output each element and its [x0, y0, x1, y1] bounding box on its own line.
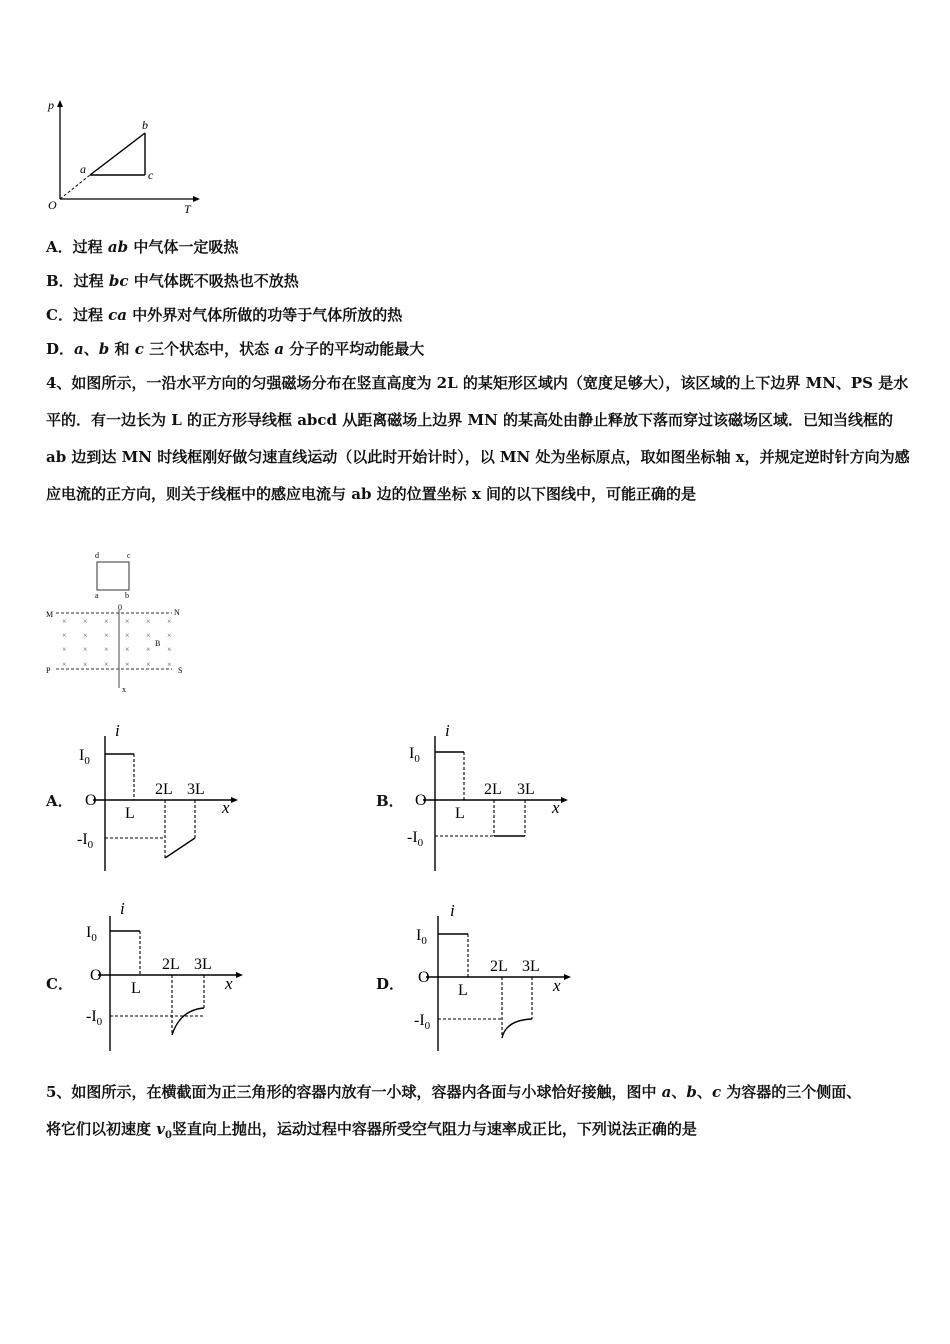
graph-a-l-label: L	[125, 805, 135, 822]
field-cross: ×	[125, 660, 130, 669]
field-cross: ×	[62, 645, 67, 654]
graph-option-c-label: C．	[46, 975, 73, 993]
graph-a-neg-current	[165, 838, 195, 858]
graph-a-x-arrow	[231, 797, 238, 803]
field-cross: ×	[83, 631, 88, 640]
graph-c-neg-i0-label: $-I_0$	[86, 1008, 103, 1028]
graph-a-i0-label: $I_0$	[79, 747, 90, 767]
label-x: x	[122, 685, 126, 694]
option-a: A．过程 ab 中气体一定吸热	[46, 238, 239, 256]
field-cross: ×	[167, 645, 172, 654]
graph-b-i-label: i	[445, 721, 450, 740]
p-axis-arrow	[57, 100, 63, 107]
label-p: P	[46, 666, 51, 675]
graph-a-x-label: x	[222, 798, 230, 817]
label-origin: 0	[118, 603, 122, 612]
graph-d-x-arrow	[564, 974, 571, 980]
graph-d-x-label: x	[553, 976, 561, 995]
origin-label: O	[48, 198, 57, 212]
option-c: C．过程 ca 中外界对气体所做的功等于气体所放的热	[46, 306, 403, 324]
graph-c-x-label: x	[225, 974, 233, 993]
graph-d	[408, 898, 583, 1056]
graph-b-3l-label: 3L	[517, 781, 535, 798]
field-cross: ×	[146, 631, 151, 640]
t-axis-arrow	[193, 196, 200, 202]
label-a: a	[95, 591, 99, 600]
point-a-label: a	[80, 162, 86, 176]
question-4-text: 4、如图所示，一沿水平方向的匀强磁场分布在竖直高度为 2L 的某矩形区域内（宽度足够大），该区域的上下边界 MN、PS 是水平的．有一边长为 L 的正方形导线框 abcd 从距离磁场上边界 MN 的某高处由静止释放下落而穿过该磁场区域．已知当线框的 ab 边到达 MN 时线框刚好做匀速直线运动（以此时开始计时），以 MN 处为坐标原点，取如图坐标轴 x，并规定逆时针方向为感应电流的正方向，则关于线框中的感应电流与 ab 边的位置坐标 x 间的以下图线中，可能正确的是	[46, 374, 910, 503]
field-cross: ×	[146, 660, 151, 669]
label-s: S	[178, 666, 183, 675]
field-cross: ×	[125, 617, 130, 626]
graph-d-o-label: O	[418, 969, 430, 986]
field-cross: ×	[83, 660, 88, 669]
label-b-field: B	[155, 639, 161, 648]
question-5-text	[46, 1074, 916, 1154]
label-c: c	[127, 551, 131, 560]
field-cross: ×	[167, 617, 172, 626]
field-cross: ×	[104, 617, 109, 626]
graph-b-x-arrow	[561, 797, 568, 803]
field-cross: ×	[62, 617, 67, 626]
option-d: D．a、b 和 c 三个状态中，状态 a 分子的平均动能最大	[46, 340, 425, 358]
graph-option-a-label: A．	[46, 792, 73, 810]
graph-d-i-label: i	[450, 901, 455, 920]
field-cross: ×	[125, 631, 130, 640]
field-cross: ×	[62, 660, 67, 669]
label-m: M	[46, 610, 54, 619]
pt-diagram	[40, 95, 210, 220]
field-cross: ×	[167, 631, 172, 640]
graph-d-2l-label: 2L	[490, 958, 508, 975]
graph-b-o-label: O	[415, 792, 427, 809]
field-cross: ×	[146, 617, 151, 626]
graph-a-3l-label: 3L	[187, 781, 205, 798]
field-cross: ×	[83, 645, 88, 654]
graph-c-i-label: i	[120, 899, 125, 918]
graph-c	[80, 898, 255, 1056]
graph-c-3l-label: 3L	[194, 956, 212, 973]
graph-d-neg-current	[502, 1019, 532, 1038]
graph-c-i0-label: $I_0$	[86, 924, 97, 944]
label-b: b	[125, 591, 129, 600]
graph-d-l-label: L	[458, 982, 468, 999]
graph-a-i-label: i	[115, 721, 120, 740]
label-n: N	[174, 608, 180, 617]
graph-d-i0-label: $I_0$	[416, 927, 427, 947]
graph-a	[75, 718, 250, 876]
graph-b-neg-i0-label: $-I_0$	[407, 829, 424, 849]
graph-b-2l-label: 2L	[484, 781, 502, 798]
graph-b	[405, 718, 580, 876]
graph-c-neg-current	[172, 1008, 204, 1035]
process-ab	[90, 133, 145, 175]
label-d: d	[95, 551, 99, 560]
field-cross: ×	[62, 631, 67, 640]
field-cross: ×	[146, 645, 151, 654]
graph-a-o-label: O	[85, 792, 97, 809]
field-cross: ×	[104, 631, 109, 640]
graph-b-l-label: L	[455, 805, 465, 822]
graph-a-2l-label: 2L	[155, 781, 173, 798]
field-cross: ×	[83, 617, 88, 626]
graph-d-3l-label: 3L	[522, 958, 540, 975]
question-5-line-1: 5、如图所示，在横截面为正三角形的容器内放有一小球，容器内各面与小球恰好接触，图中 a、b、c 为容器的三个侧面、	[46, 1083, 862, 1101]
graph-c-2l-label: 2L	[162, 956, 180, 973]
graph-c-o-label: O	[90, 967, 102, 984]
point-c-label: c	[148, 168, 154, 182]
dashed-extension	[60, 175, 90, 199]
graph-c-x-arrow	[236, 972, 243, 978]
graph-c-l-label: L	[131, 980, 141, 997]
graph-b-x-label: x	[552, 798, 560, 817]
graph-a-neg-i0-label: $-I_0$	[77, 831, 94, 851]
field-cross: ×	[167, 660, 172, 669]
p-label: p	[48, 98, 54, 112]
option-b: B．过程 bc 中气体既不吸热也不放热	[46, 272, 299, 290]
graph-b-i0-label: $I_0$	[409, 745, 420, 765]
magnetic-field-figure	[42, 548, 202, 698]
field-cross: ×	[104, 660, 109, 669]
graph-option-b-label: B．	[376, 792, 404, 810]
graph-option-d-label: D．	[376, 975, 405, 993]
square-frame	[97, 562, 129, 590]
point-b-label: b	[142, 118, 148, 132]
field-cross: ×	[104, 645, 109, 654]
field-cross: ×	[125, 645, 130, 654]
question-5-line-2: 将它们以初速度 $v_0$竖直向上抛出，运动过程中容器所受空气阻力与速率成正比，下列说法正确的是	[46, 1120, 697, 1141]
t-label: T	[184, 202, 191, 216]
graph-d-neg-i0-label: $-I_0$	[414, 1012, 431, 1032]
